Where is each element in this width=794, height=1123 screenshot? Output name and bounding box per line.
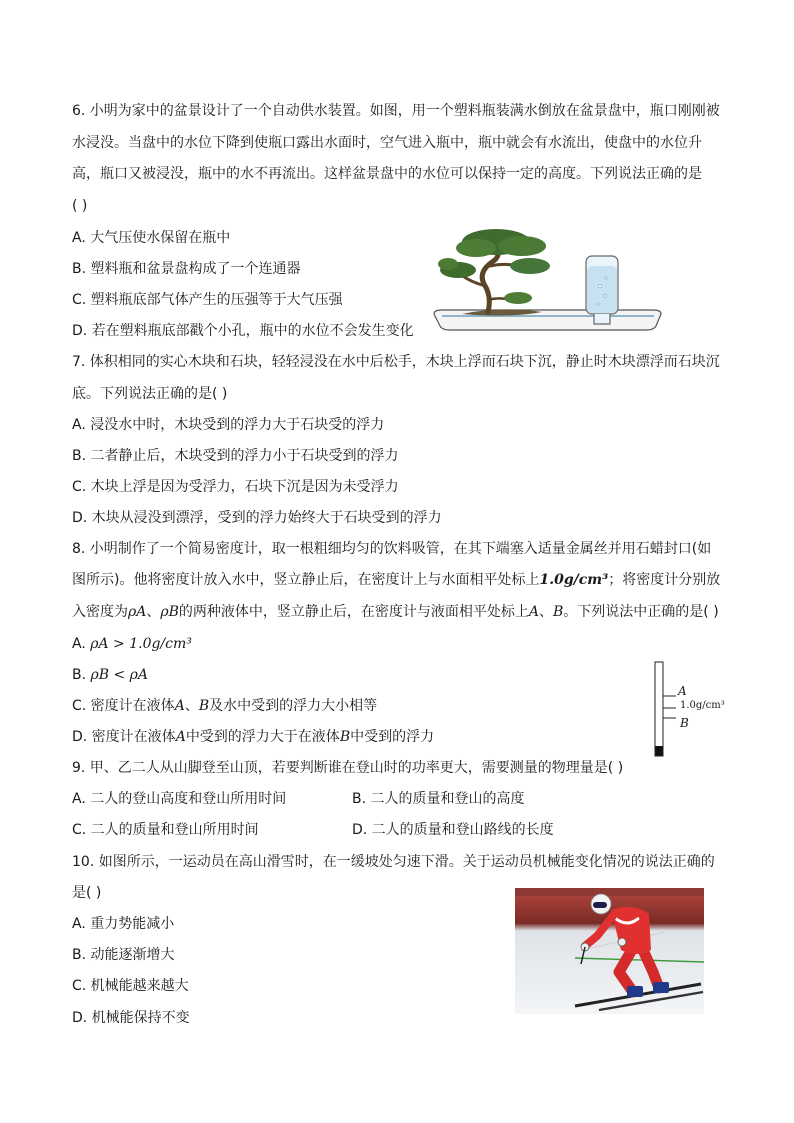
q8-option-d-liquid-a: A (175, 729, 186, 745)
q8-stem-line-2-text-b: ；将密度计分别放 (608, 572, 721, 588)
q8-stem-line-3-text-d: 。下列说法中正确的是( ) (563, 604, 719, 620)
q8-option-d-text-a: D. 密度计在液体 (72, 729, 176, 745)
q8-option-c-liquid-a: A (174, 698, 185, 714)
q7-option-d[interactable]: D. 木块从浸没到漂浮，受到的浮力始终大于石块受到的浮力 (72, 510, 442, 526)
q8-stem-line-1: 8. 小明制作了一个简易密度计，取一根粗细均匀的饮料吸管，在其下端塞入适量金属丝并用石蜡封口(如 (72, 541, 712, 557)
densimeter-mark-water: 1.0g/cm³ (680, 700, 725, 711)
q6-stem-line-1: 6. 小明为家中的盆景设计了一个自动供水装置。如图，用一个塑料瓶装满水倒放在盆景盘中，瓶口刚刚被 (72, 103, 720, 119)
skier-photo (515, 888, 704, 1014)
q6-option-c[interactable]: C. 塑料瓶底部气体产生的压强等于大气压强 (72, 292, 343, 308)
q10-option-c[interactable]: C. 机械能越来越大 (72, 978, 189, 994)
q8-option-a-prefix: A. (72, 636, 91, 652)
q8-option-c-liquid-b: B (198, 698, 210, 714)
q10-option-b[interactable]: B. 动能逐渐增大 (72, 947, 175, 963)
q7-stem-line-2: 底。下列说法正确的是( ) (72, 386, 228, 402)
q8-stem-line-3-text-b: 的两种液体中，竖立静止后，在密度计与液面相平处标上 (178, 604, 529, 620)
q7-option-a[interactable]: A. 浸没水中时，木块受到的浮力大于石块受的浮力 (72, 417, 385, 433)
q6-option-a[interactable]: A. 大气压使水保留在瓶中 (72, 230, 231, 246)
densimeter-mark-a: A (678, 684, 687, 698)
q8-option-d-text-c: 中受到的浮力 (350, 729, 435, 745)
q9-option-a[interactable]: A. 二人的登山高度和登山所用时间 (72, 791, 287, 807)
q8-option-c-text-a: C. 密度计在液体 (72, 698, 175, 714)
q7-option-b[interactable]: B. 二者静止后，木块受到的浮力小于石块受到的浮力 (72, 448, 399, 464)
q10-option-d[interactable]: D. 机械能保持不变 (72, 1010, 190, 1026)
q6-option-b[interactable]: B. 塑料瓶和盆景盘构成了一个连通器 (72, 261, 301, 277)
q8-option-c-text-b: 、 (184, 698, 199, 714)
q7-option-c[interactable]: C. 木块上浮是因为受浮力，石块下沉是因为未受浮力 (72, 479, 399, 495)
q8-option-d-text-b: 中受到的浮力大于在液体 (185, 729, 340, 745)
q8-label-a: A (528, 604, 539, 620)
q8-water-density-mark: 1.0g/cm³ (539, 572, 609, 588)
q8-option-b[interactable] (72, 665, 148, 685)
densimeter-mark-b: B (680, 716, 689, 730)
q8-rho-a: ρA (128, 604, 147, 620)
q8-stem-line-3-text-a: 入密度为 (72, 604, 128, 620)
q8-option-c-text-c: 及水中受到的浮力大小相等 (209, 698, 378, 714)
q8-option-b-prefix: B. (72, 667, 91, 683)
q7-stem-line-1: 7. 体积相同的实心木块和石块，轻轻浸没在水中后松手，木块上浮而石块下沉，静止时木块漂浮而石块沉 (72, 354, 720, 370)
q8-option-d-liquid-b: B (339, 729, 351, 745)
q9-stem: 9. 甲、乙二人从山脚登至山顶，若要判断谁在登山时的功率更大，需要测量的物理量是( ) (72, 760, 624, 776)
q9-option-d[interactable]: D. 二人的质量和登山路线的长度 (352, 822, 554, 838)
q8-option-d[interactable] (72, 727, 434, 747)
q9-option-c[interactable]: C. 二人的质量和登山所用时间 (72, 822, 259, 838)
q6-option-d[interactable]: D. 若在塑料瓶底部戳个小孔，瓶中的水位不会发生变化 (72, 323, 414, 339)
q6-stem-line-2: 水浸没。当盘中的水位下降到使瓶口露出水面时，空气进入瓶中，瓶中就会有水流出，使盘中的水位升 (72, 135, 702, 151)
q8-rho-b: ρB (160, 604, 179, 620)
q8-option-b-formula: ρB < ρA (90, 667, 149, 683)
q6-stem-line-3: 高，瓶口又被浸没，瓶中的水不再流出。这样盆景盘中的水位可以保持一定的高度。下列说法正确的是 (72, 166, 702, 182)
q8-stem-line-2-text-a: 图所示)。他将密度计放入水中，竖立静止后，在密度计上与水面相平处标上 (72, 572, 540, 588)
q8-option-a-formula: ρA > 1.0g/cm³ (90, 636, 192, 652)
q8-stem-line-2 (72, 570, 720, 590)
q10-stem-line-1: 10. 如图所示，一运动员在高山滑雪时，在一缓坡处匀速下滑。关于运动员机械能变化情况的说法正确的 (72, 854, 715, 870)
q8-stem-line-3 (72, 602, 719, 622)
q8-stem-line-3-text-c: 、 (539, 604, 553, 620)
q9-option-b[interactable]: B. 二人的质量和登山的高度 (352, 791, 525, 807)
densimeter-figure (650, 660, 730, 758)
q10-option-a[interactable]: A. 重力势能减小 (72, 916, 175, 932)
bonsai-water-bottle-figure (430, 226, 665, 338)
q10-stem-line-2: 是( ) (72, 885, 102, 901)
q8-label-b: B (553, 604, 564, 620)
q8-option-c[interactable] (72, 696, 377, 716)
q8-option-a[interactable] (72, 634, 192, 654)
q8-separator: 、 (146, 604, 161, 620)
q6-answer-bracket: ( ) (72, 198, 88, 214)
